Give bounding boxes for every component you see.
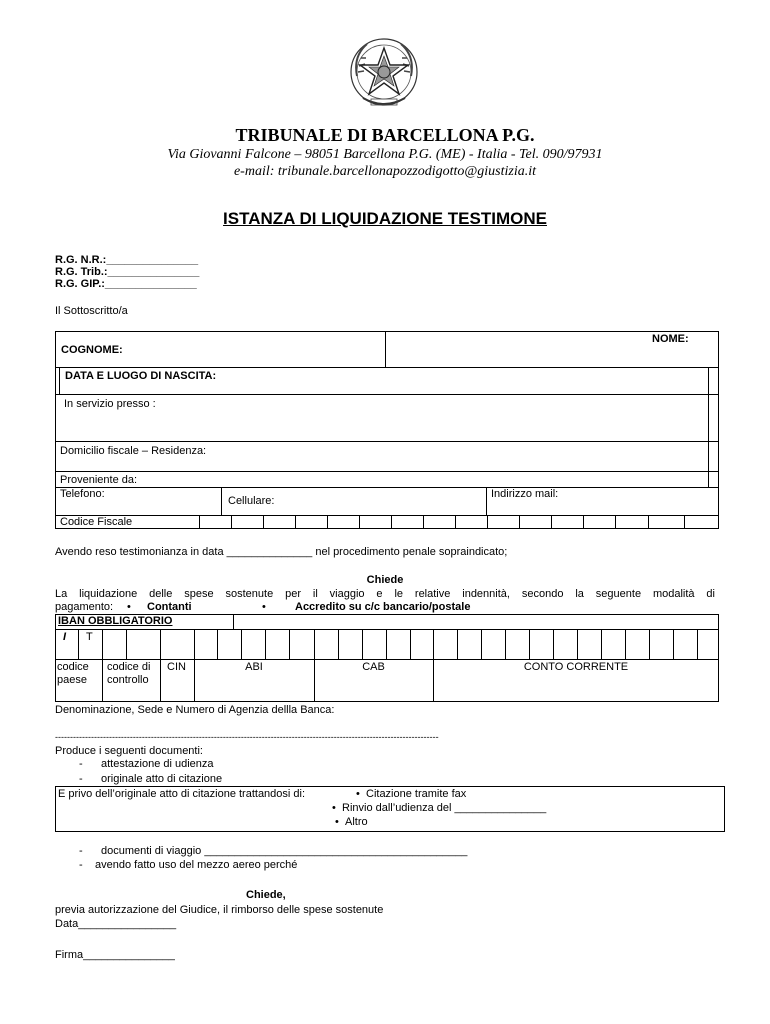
cellulare-label: Cellulare: [228,495,275,507]
nascita-label: DATA E LUOGO DI NASCITA: [65,370,217,382]
option-citazione-fax[interactable]: Citazione tramite fax [366,788,467,800]
pagamento-label: pagamento: [55,601,114,613]
list-item: attestazione di udienza [101,758,214,770]
codice-controllo-label: codice di controllo [107,661,151,686]
domicilio-label: Domicilio fiscale – Residenza: [60,445,207,457]
bullet-accredito: • [262,601,266,613]
option-rinvio[interactable]: Rinvio dall’udienza del _______________ [342,802,547,814]
cab-label: CAB [362,661,385,673]
bullet-fax: • [356,788,360,800]
rimborso-text: previa autorizzazione del Giudice, il rimborso delle spese sostenute [55,904,384,916]
document-title: ISTANZA DI LIQUIDAZIONE TESTIMONE [223,209,547,228]
produce-label: Produce i seguenti documenti: [55,745,203,757]
mail-label: Indirizzo mail: [491,488,559,500]
servizio-label: In servizio presso : [64,398,156,410]
servizio-field[interactable] [60,412,705,440]
list-item: documenti di viaggio ___________________________________________ [101,845,468,857]
list-dash: - [79,773,83,785]
codice-fiscale-label: Codice Fiscale [60,516,133,528]
cognome-field[interactable] [130,334,380,364]
bullet-rinvio: • [332,802,336,814]
codice-fiscale-field[interactable] [200,516,718,528]
court-address: Via Giovanni Falcone – 98051 Barcellona P.G. (ME) - Italia - Tel. 090/97931 [167,147,603,162]
mail-field[interactable] [491,502,716,514]
iban-letter-t: T [86,631,93,643]
codice-paese-label: codice paese [57,661,89,686]
chiede-heading-2: Chiede, [246,889,286,901]
list-dash: - [79,758,83,770]
option-contanti[interactable]: Contanti [147,601,192,613]
emblem [347,36,421,112]
denominazione-label: Denominazione, Sede e Numero di Agenzia dellla Banca: [55,704,335,716]
liquidazione-text: La liquidazione delle spese sostenute per il viaggio e le relative indennità, secondo la seguente modalità di [55,588,715,600]
sottoscritto-label: Il Sottoscritto/a [55,305,128,317]
conto-corrente-label: CONTO CORRENTE [523,661,629,673]
bullet-altro: • [335,816,339,828]
telefono-label: Telefono: [60,488,105,500]
list-item: avendo fatto uso del mezzo aereo perché [95,859,298,871]
bullet-contanti: • [127,601,131,613]
separator-dashes: -------------------------------------------------------------------------------------------------------------------------------- [55,732,439,742]
cellulare-field[interactable] [290,489,483,514]
list-dash: - [79,845,83,857]
ref-rg-nr: R.G. N.R.:_______________ [55,254,199,266]
list-item: originale atto di citazione [101,773,223,785]
list-dash: - [79,859,83,871]
proveniente-field[interactable] [160,472,705,486]
cin-label: CIN [167,661,186,673]
proveniente-label: Proveniente da: [60,474,138,486]
option-accredito[interactable]: Accredito su c/c bancario/postale [295,601,471,613]
ref-rg-gip: R.G. GIP.:_______________ [55,278,197,290]
court-name: TRIBUNALE DI BARCELLONA P.G. [235,125,535,145]
option-altro[interactable]: Altro [345,816,368,828]
iban-digits-field[interactable] [127,630,717,658]
data-field[interactable]: Data________________ [55,918,177,930]
chiede-heading: Chiede [366,574,404,586]
nascita-field[interactable] [250,368,705,393]
privo-text: E privo dell’originale atto di citazione trattandosi di: [58,788,306,800]
iban-letter-i: I [63,631,67,643]
abi-label: ABI [245,661,263,673]
court-email: e-mail: tribunale.barcellonapozzodigotto@giustizia.it [233,164,537,179]
iban-title: IBAN OBBLIGATORIO [58,615,173,627]
ref-rg-trib: R.G. Trib.:_______________ [55,266,200,278]
domicilio-field[interactable] [240,443,705,469]
cognome-label: COGNOME: [61,344,123,356]
testimonianza-text: Avendo reso testimonianza in data ______________ nel procedimento penale sopraindicato; [55,546,508,558]
firma-field[interactable]: Firma_______________ [55,949,175,961]
nome-label: NOME: [652,333,689,345]
telefono-field[interactable] [60,502,218,514]
nome-field[interactable] [386,347,708,366]
italian-republic-emblem-icon [347,36,421,112]
